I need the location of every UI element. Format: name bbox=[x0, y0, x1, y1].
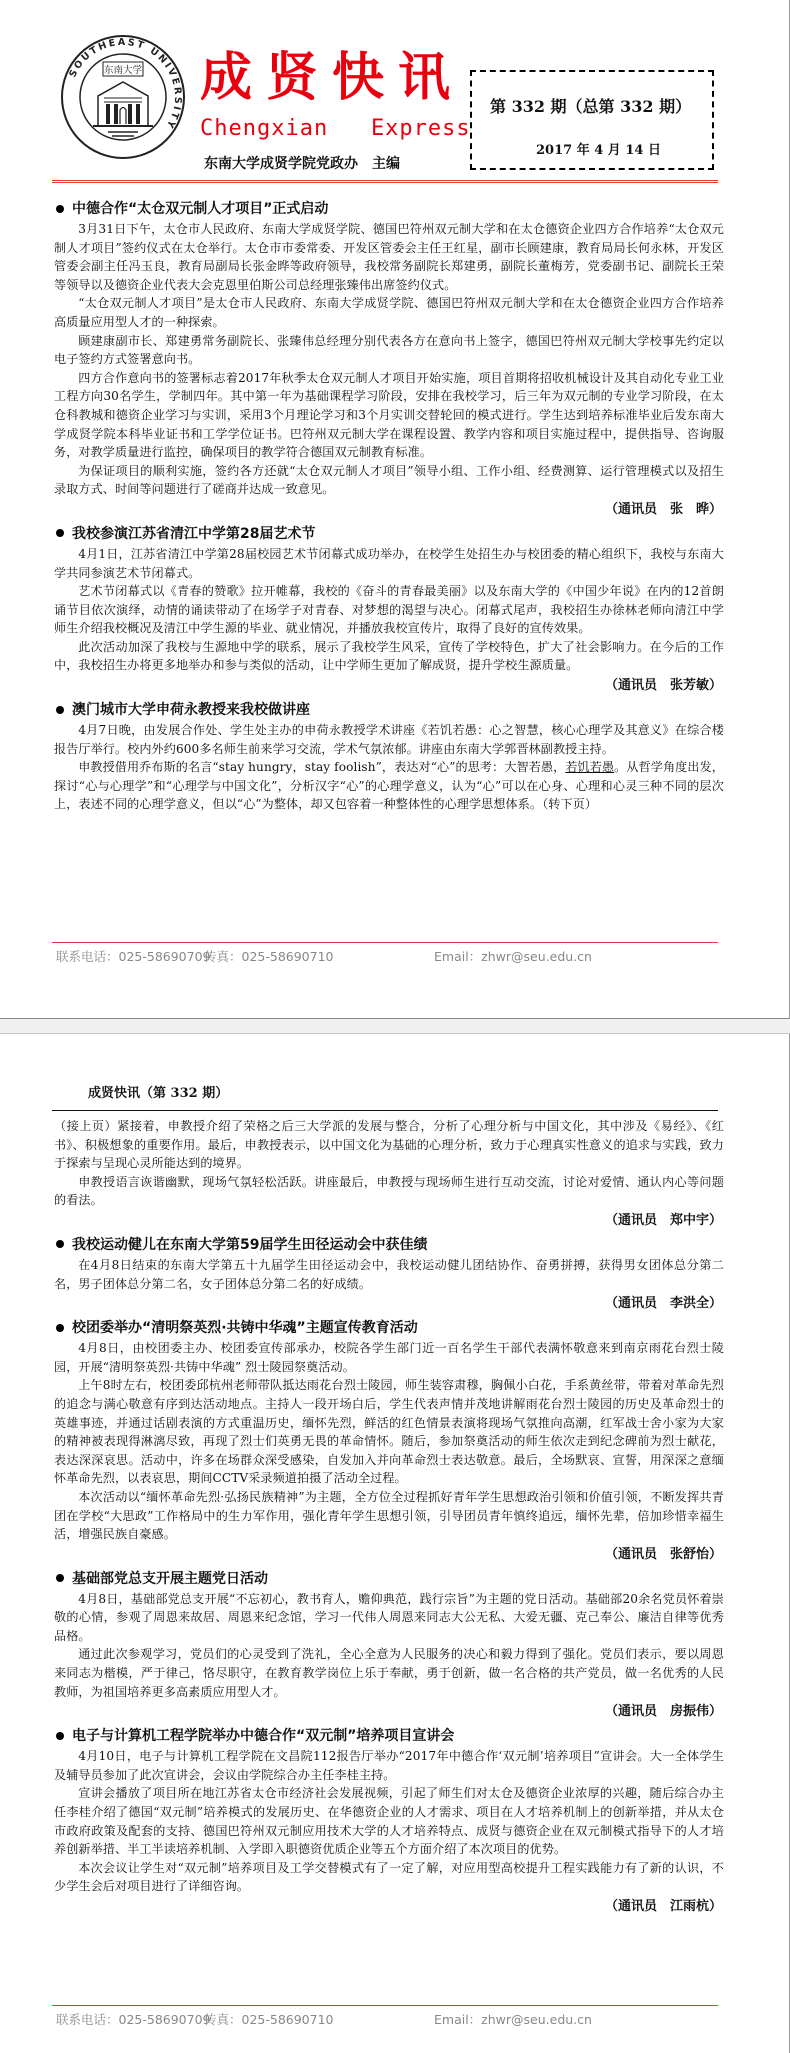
footer-phone: 联系电话：025-58690709 bbox=[56, 949, 211, 964]
issue-box bbox=[470, 70, 714, 170]
paragraph: 上午8时左右，校团委邱杭州老师带队抵达雨花台烈士陵园，师生装容肃穆，胸佩小白花，手系黄丝带，带着对革命先烈的追念与满心敬意有序到达活动地点。主持人一段开场白后，学生代表声情并茂地讲解雨花台烈士陵园的历史及革命烈士的英雄事迹，并通过话剧表演的方式重温历史，缅怀先烈，鲜活的红色情景表演将现场气氛推向高潮，红军战士舍小家为大家的精神被表现得淋漓尽致，再现了烈士们英勇无畏的革命情怀。随后，参加祭奠活动的师生依次走到纪念碑前为烈士献花，表达深深哀思。活动中，许多在场群众深受感染，自发加入并向革命烈士表达敬意。最后，全场默哀、宣誓，用深深之意缅怀革命先烈，以表哀思，期间CCTV采录频道拍摄了活动全过程。 bbox=[54, 1378, 724, 1486]
article-title: 澳门城市大学申荷永教授来我校做讲座 bbox=[54, 700, 724, 721]
bullet-icon bbox=[56, 1240, 64, 1248]
paragraph: 为保证项目的顺利实施，签约各方还就“太仓双元制人才项目”领导小组、工作小组、经费测算、运行管理模式以及招生录取方式、时间等问题进行了磋商并达成一致意见。 bbox=[54, 463, 724, 497]
running-head-rule bbox=[52, 1110, 718, 1111]
paragraph: （接上页）紧接着，申教授介绍了荣格之后三大学派的发展与整合，分析了心理分析与中国文化，其中涉及《易经》、《红书》、积极想象的重要作用。最后，申教授表示，以中国文化为基础的心理分析，致力于心理真实性意义的追求与实践，致力于探索与呈现心灵所能达到的境界。 bbox=[54, 1119, 724, 1171]
issue-number: 第 332 期（总第 332 期） bbox=[490, 97, 692, 116]
bullet-icon bbox=[56, 529, 64, 537]
bullet-icon bbox=[56, 205, 64, 213]
bullet-icon bbox=[56, 706, 64, 714]
seal-label: 东南大学 bbox=[103, 65, 143, 76]
paragraph: 宣讲会播放了项目所在地江苏省太仓市经济社会发展视频，引起了师生们对太仓及德资企业浓厚的兴趣，随后综合办主任李桂介绍了德国“双元制”培养模式的发展历史、在华德资企业的人才需求、项目在人才培养机制上的创新举措，并从太仓市政府政策及配套的支持、德国巴符州双元制应用技术大学的人才培养特点、成贤与德资企业在双元制模式指导下的人才培养创新举措、半工半读培养机制、入学即入职德资优质企业等五个方面介绍了本次项目的优势。 bbox=[54, 1786, 724, 1857]
masthead-title: 成贤快讯 bbox=[200, 47, 465, 108]
byline: （通讯员 张 晔） bbox=[604, 501, 722, 517]
header-rule bbox=[52, 180, 718, 181]
university-seal-icon bbox=[60, 34, 186, 160]
paragraph: 4月10日，电子与计算机工程学院在文昌院112报告厅举办“2017年中德合作‘双元制’培养项目”宣讲会。大一全体学生及辅导员参加了此次宣讲会，会议由学院综合办主任李桂主持。 bbox=[54, 1749, 724, 1782]
footer-email: Email：zhwr@seu.edu.cn bbox=[434, 2012, 592, 2027]
paragraph: 通过此次参观学习，党员们的心灵受到了洗礼，全心全意为人民服务的决心和毅力得到了强化。党员们表示，要以周恩来同志为楷模，严于律己，恪尽职守，在教育教学岗位上乐于奉献，勇于创新，做一名合格的共产党员，做一名优秀的人民教师，为祖国培养更多高素质应用型人才。 bbox=[54, 1647, 724, 1699]
masthead-subtitle: Chengxian Express bbox=[200, 116, 471, 141]
byline: （通讯员 郑中宇） bbox=[604, 1212, 722, 1228]
footer-email: Email：zhwr@seu.edu.cn bbox=[434, 949, 592, 964]
footer-rule bbox=[52, 942, 718, 943]
byline: （通讯员 张舒怡） bbox=[604, 1546, 722, 1562]
byline: （通讯员 张芳敏） bbox=[604, 678, 722, 694]
article-title: 我校参演江苏省清江中学第28届艺术节 bbox=[54, 524, 724, 545]
header-rule-2 bbox=[52, 182, 718, 183]
page-1 bbox=[0, 0, 790, 1019]
paragraph: 3月31日下午，太仓市人民政府、东南大学成贤学院、德国巴符州双元制大学和在太仓德资企业四方合作培养“太仓双元制人才项目”签约仪式在太仓举行。太仓市市委常委、开发区管委会主任王红星，副市长顾建康，教育局局长何永林，开发区管委会副主任冯玉良，教育局副局长张金晔等政府领导，我校常务副院长郑建勇，副院长董梅芳，党委副书记、副院长王荣等领导以及德资企业代表大会克恩里伯斯公司总经理张臻伟出席签约仪式。 bbox=[54, 222, 724, 292]
bullet-icon bbox=[56, 1574, 64, 1582]
article-title: 校团委举办“清明祭英烈·共铸中华魂”主题宣传教育活动 bbox=[54, 1318, 724, 1339]
byline: （通讯员 李洪全） bbox=[604, 1296, 722, 1312]
page-2 bbox=[0, 1034, 790, 2053]
footer bbox=[56, 2010, 592, 2028]
article-title: 我校运动健儿在东南大学第59届学生田径运动会中获佳绩 bbox=[54, 1235, 724, 1256]
svg-text:SOUTHEAST UNIVERSITY: SOUTHEAST UNIVERSITY bbox=[67, 36, 184, 132]
running-head: 成贤快讯（第 332 期） bbox=[88, 1086, 229, 1101]
paragraph: 4月7日晚，由发展合作处、学生处主办的申荷永教授学术讲座《若饥若愚：心之智慧，核心心理学及其意义》在综合楼报告厅举行。校内外约600多名师生前来学习交流，学术气氛浓郁。讲座由东南大学郭晋林副教授主持。 bbox=[54, 723, 724, 756]
page1-content bbox=[54, 196, 724, 814]
paragraph: 四方合作意向书的签署标志着2017年秋季太仓双元制人才项目开始实施，项目首期将招收机械设计及其自动化专业工业工程方向30名学生，学制四年。其中第一年为基础课程学习阶段，安排在我校学习，后三年为双元制的专业学习阶段，在太仓科教城和德资企业学习与实训，采用3个月理论学习和3个月实训交替轮回的模式进行。学生达到培养标准毕业后发东南大学成贤学院本科毕业证书和工学学位证书。巴符州双元制大学在课程设置、教学内容和项目实施过程中，提供指导、咨询服务，对教学质量进行监控，确保项目的教学符合德国双元制教育标准。 bbox=[54, 370, 724, 460]
article-title: 中德合作“太仓双元制人才项目”正式启动 bbox=[54, 199, 724, 220]
byline: （通讯员 江雨杭） bbox=[604, 1899, 722, 1914]
paragraph: “太仓双元制人才项目”是太仓市人民政府、东南大学成贤学院、德国巴符州双元制大学和在太仓德资企业四方合作培养高质量应用型人才的一种探索。 bbox=[54, 296, 724, 329]
paragraph: 申教授语言诙谐幽默，现场气氛轻松活跃。讲座最后，申教授与现场师生进行互动交流，讨论对爱情、通认内心等问题的看法。 bbox=[54, 1174, 724, 1208]
paragraph: 艺术节闭幕式以《青春的赞歌》拉开帷幕，我校的《奋斗的青春最美丽》以及东南大学的《中国少年说》在内的12首朗诵节目依次演绎，动情的诵读带动了在场学子对青春、对梦想的渴望与决心。闭幕式尾声，我校招生办徐林老师向清江中学师生介绍我校概况及清江中学生源的毕业、就业情况，并播放我校宣传片，取得了良好的宣传效果。 bbox=[54, 584, 724, 636]
article-title: 电子与计算机工程学院举办中德合作“双元制”培养项目宣讲会 bbox=[54, 1726, 724, 1747]
footer-phone: 联系电话：025-58690709 bbox=[56, 2012, 211, 2027]
paragraph: 4月1日，江苏省清江中学第28届校园艺术节闭幕式成功举办，在校学生处招生办与校团委的精心组织下，我校与东南大学共同参演艺术节闭幕式。 bbox=[54, 546, 724, 580]
issue-date: 2017 年 4 月 14 日 bbox=[536, 143, 661, 158]
page-gap bbox=[0, 1019, 790, 1034]
paragraph: 本次会议让学生对“双元制”培养项目及工学交替模式有了一定了解，对应用型高校提升工程实践能力有了新的认识，不少学生会后对项目进行了详细咨询。 bbox=[54, 1860, 724, 1894]
editor-line: 东南大学成贤学院党政办 主编 bbox=[204, 156, 400, 172]
paragraph: 本次活动以“缅怀革命先烈·弘扬民族精神”为主题，全方位全过程抓好青年学生思想政治引领和价值引领，不断发挥共青团在学校“大思政”工作格局中的生力军作用，强化青年学生思想引领，引导团员青年慎终追远，缅怀先辈，倍加珍惜幸福生活，增强民族自豪感。 bbox=[54, 1489, 724, 1542]
paragraph: 4月8日，基础部党总支开展“不忘初心，教书育人，赡仰典范，践行宗旨”为主题的党日活动。基础部20余名党员怀着崇敬的心情，参观了周恩来故居、周恩来纪念馆，学习一代伟人周恩来同志大公无私、大爱无疆、克己奉公、廉洁自律等优秀品格。 bbox=[54, 1591, 724, 1643]
paragraph: 顾建康副市长、郑建勇常务副院长、张臻伟总经理分别代表各方在意向书上签字，德国巴符州双元制大学校事先约定以电子签约方式签署意向书。 bbox=[54, 333, 724, 367]
bullet-icon bbox=[56, 1732, 64, 1740]
paragraph: 此次活动加深了我校与生源地中学的联系，展示了我校学生风采，宣传了学校特色，扩大了社会影响力。在今后的工作中，我校招生办将更多地举办和参与类似的活动，让中学师生更加了解成贤，提升学校生源质量。 bbox=[54, 639, 724, 673]
footer bbox=[56, 947, 592, 965]
article-title: 基础部党总支开展主题党日活动 bbox=[54, 1569, 724, 1590]
paragraph: 在4月8日结束的东南大学第五十九届学生田径运动会中，我校运动健儿团结协作、奋勇拼搏，获得男女团体总分第二名，男子团体总分第二名，女子团体总分第二名的好成绩。 bbox=[54, 1257, 724, 1291]
paragraph: 4月8日，由校团委主办、校团委宣传部承办，校院各学生部门近一百名学生干部代表满怀敬意来到南京雨花台烈士陵园，开展“清明祭英烈·共铸中华魂” 烈士陵园祭奠活动。 bbox=[54, 1341, 724, 1374]
bullet-icon bbox=[56, 1324, 64, 1332]
footer-fax: 传真：025-58690710 bbox=[204, 2012, 334, 2027]
paragraph: 申教授借用乔布斯的名言“stay hungry，stay foolish”，表达对“心”的思考：大智若愚，若饥若愚。从哲学角度出发，探讨“心与心理学”和“心理学与中国文化”，分析汉字“心”的心理学意义，认为“心”可以在心身、心理和心灵三种不同的层次上，表述不同的心理学意义，但以“心”为整体，却又包容着一种整体性的心理学思想体系。（转下页） bbox=[54, 760, 724, 812]
byline: （通讯员 房振伟） bbox=[604, 1704, 722, 1720]
footer-fax: 传真：025-58690710 bbox=[204, 949, 334, 964]
page2-content bbox=[54, 1117, 724, 1918]
footer-rule bbox=[52, 2005, 718, 2006]
